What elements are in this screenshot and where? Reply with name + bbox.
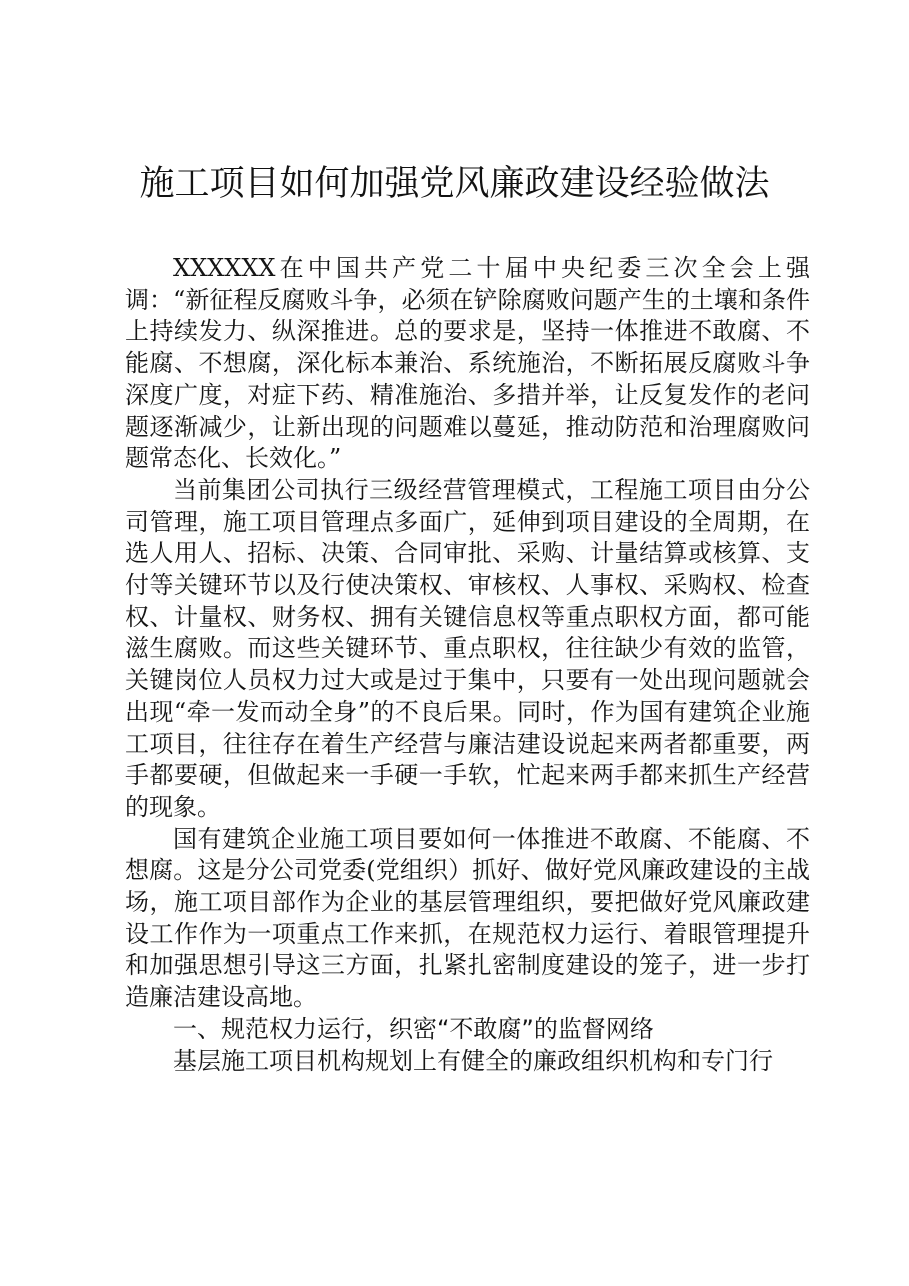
paragraph-main-battlefield: 国有建筑企业施工项目要如何一体推进不敢腐、不能腐、不想腐。这是分公司党委(党组织）抓好、做好党风廉政建设的主战场，施工项目部作为企业的基层管理组织，要把做好党风廉政建设工作作为一项重点工作来抓，在规范权力运行、着眼管理提升和加强思想引导这三方面，扎紧扎密制度建设的笼子，进一步打造廉洁建设高地。 — [125, 824, 810, 1012]
section-heading: 一、规范权力运行，织密“不敢腐”的监督网络 — [173, 1014, 654, 1043]
paragraph-management-model: 当前集团公司执行三级经营管理模式，工程施工项目由分公司管理，施工项目管理点多面广，延伸到项目建设的全周期，在选人用人、招标、决策、合同审批、采购、计量结算或核算、支付等关键环节以及行使决策权、审核权、人事权、采购权、检查权、计量权、财务权、拥有关键信息权等重点职权方面，都可能滋生腐败。而这些关键环节、重点职权，往往缺少有效的监管，关键岗位人员权力过大或是过于集中，只要有一处出现问题就会出现“牵一发而动全身”的不良后果。同时，作为国有建筑企业施工项目，往往存在着生产经营与廉洁建设说起来两者都重要，两手都要硬，但做起来一手硬一手软，忙起来两手都来抓生产经营的现象。 — [125, 475, 810, 821]
document-body — [125, 253, 810, 1077]
paragraph-quote: XXXXXX在中国共产党二十届中央纪委三次全会上强调：“新征程反腐败斗争，必须在铲除腐败问题产生的土壤和条件上持续发力、纵深推进。总的要求是，坚持一体推进不敢腐、不能腐、不想腐，深化标本兼治、系统施治，不断拓展反腐败斗争深度广度，对症下药、精准施治、多措并举，让反复发作的老问题逐渐减少，让新出现的问题难以蔓延，推动防范和治理腐败问题常态化、长效化。” — [125, 254, 810, 473]
document-title: 施工项目如何加强党风廉政建设经验做法 — [139, 164, 770, 204]
paragraph-section-intro: 基层施工项目机构规划上有健全的廉政组织机构和专门行 — [173, 1046, 773, 1075]
